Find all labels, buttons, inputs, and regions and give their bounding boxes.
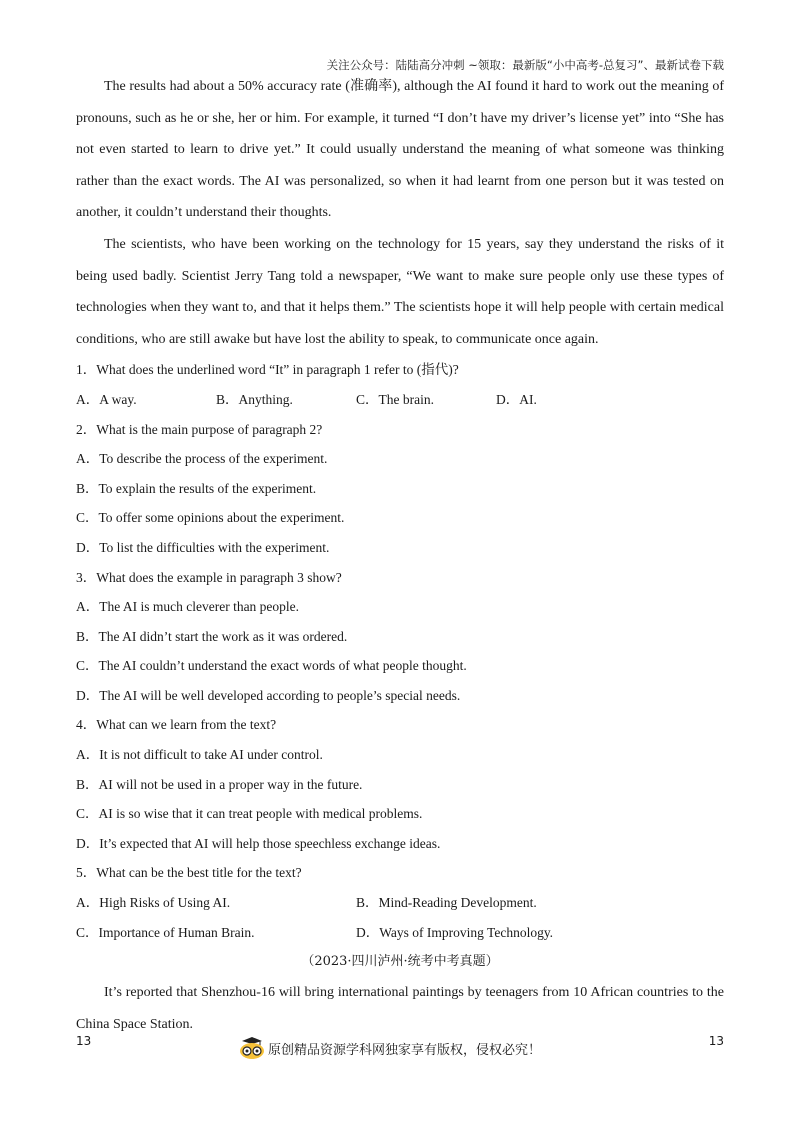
option: A．High Risks of Using AI.: [76, 895, 231, 911]
option: B．Anything.: [216, 391, 293, 407]
option: D．AI.: [496, 391, 537, 407]
paragraph: The results had about a 50% accuracy rate (准确率), although the AI found it hard to work out the meaning of pronouns, such as he or she, her or him. For example, it turned “I don’t have my driver’s license yet” into “She has not even started to learn to drive yet.” It could usually understand the meaning of what someone was thinking rather than the exact words. The AI was personalized, so when it had learnt from one person but it was tested on another, it couldn’t understand their thoughts.: [76, 79, 724, 221]
paragraph: It’s reported that Shenzhou-16 will bring international paintings by teenagers from 10 African countries to the China Space Station.: [76, 985, 724, 1032]
page-number: 13: [708, 1034, 724, 1048]
page-number: 13: [76, 1034, 92, 1048]
question-stem: 1．What does the underlined word “It” in paragraph 1 refer to (指代)?: [76, 362, 459, 378]
question-options: [76, 385, 724, 415]
question-options: [76, 918, 724, 948]
question-stem: 4．What can we learn from the text?: [76, 717, 277, 733]
option: B．The AI didn’t start the work as it was ordered.: [76, 628, 348, 644]
option: C．The brain.: [356, 391, 434, 407]
document-body: [76, 71, 724, 1040]
owl-logo-icon: [238, 1036, 266, 1060]
option: A．The AI is much cleverer than people.: [76, 599, 300, 615]
source-citation: （2023·四川泸州·统考中考真题）: [301, 954, 499, 970]
question-stem: 5．What can be the best title for the text?: [76, 865, 302, 881]
copyright-text: 原创精品资源学科网独家享有版权，侵权必究！: [268, 1042, 542, 1058]
option: C．Importance of Human Brain.: [76, 924, 255, 940]
option: A．It is not difficult to take AI under control.: [76, 747, 323, 763]
option: D．Ways of Improving Technology.: [356, 924, 554, 940]
option: D．The AI will be well developed according to people’s special needs.: [76, 687, 461, 703]
option: C．To offer some opinions about the experiment.: [76, 510, 345, 526]
option: A．A way.: [76, 391, 137, 407]
paragraph: The scientists, who have been working on the technology for 15 years, say they understand the risks of it being used badly. Scientist Jerry Tang told a newspaper, “We want to make sure people only use these types of technologies when they want to, and that it helps them.” The scientists hope it will help people with certain medical conditions, who are still awake but have lost the ability to speak, to communicate once again.: [76, 236, 724, 347]
question-stem: 3．What does the example in paragraph 3 show?: [76, 569, 342, 585]
option: A．To describe the process of the experiment.: [76, 451, 328, 467]
option: C．The AI couldn’t understand the exact words of what people thought.: [76, 658, 467, 674]
option: B．To explain the results of the experiment.: [76, 480, 317, 496]
question-stem: 2．What is the main purpose of paragraph 2?: [76, 421, 323, 437]
option: B．Mind-Reading Development.: [356, 895, 537, 911]
option: B．AI will not be used in a proper way in the future.: [76, 776, 363, 792]
option: D．It’s expected that AI will help those speechless exchange ideas.: [76, 835, 441, 851]
option: C．AI is so wise that it can treat people with medical problems.: [76, 806, 423, 822]
question-options: [76, 888, 724, 918]
header-note: 关注公众号：陆陆高分冲刺 ~领取：最新版“小中高考-总复习”、最新试卷下载: [326, 58, 724, 72]
option: D．To list the difficulties with the experiment.: [76, 539, 330, 555]
copyright-footer: [238, 1036, 541, 1060]
